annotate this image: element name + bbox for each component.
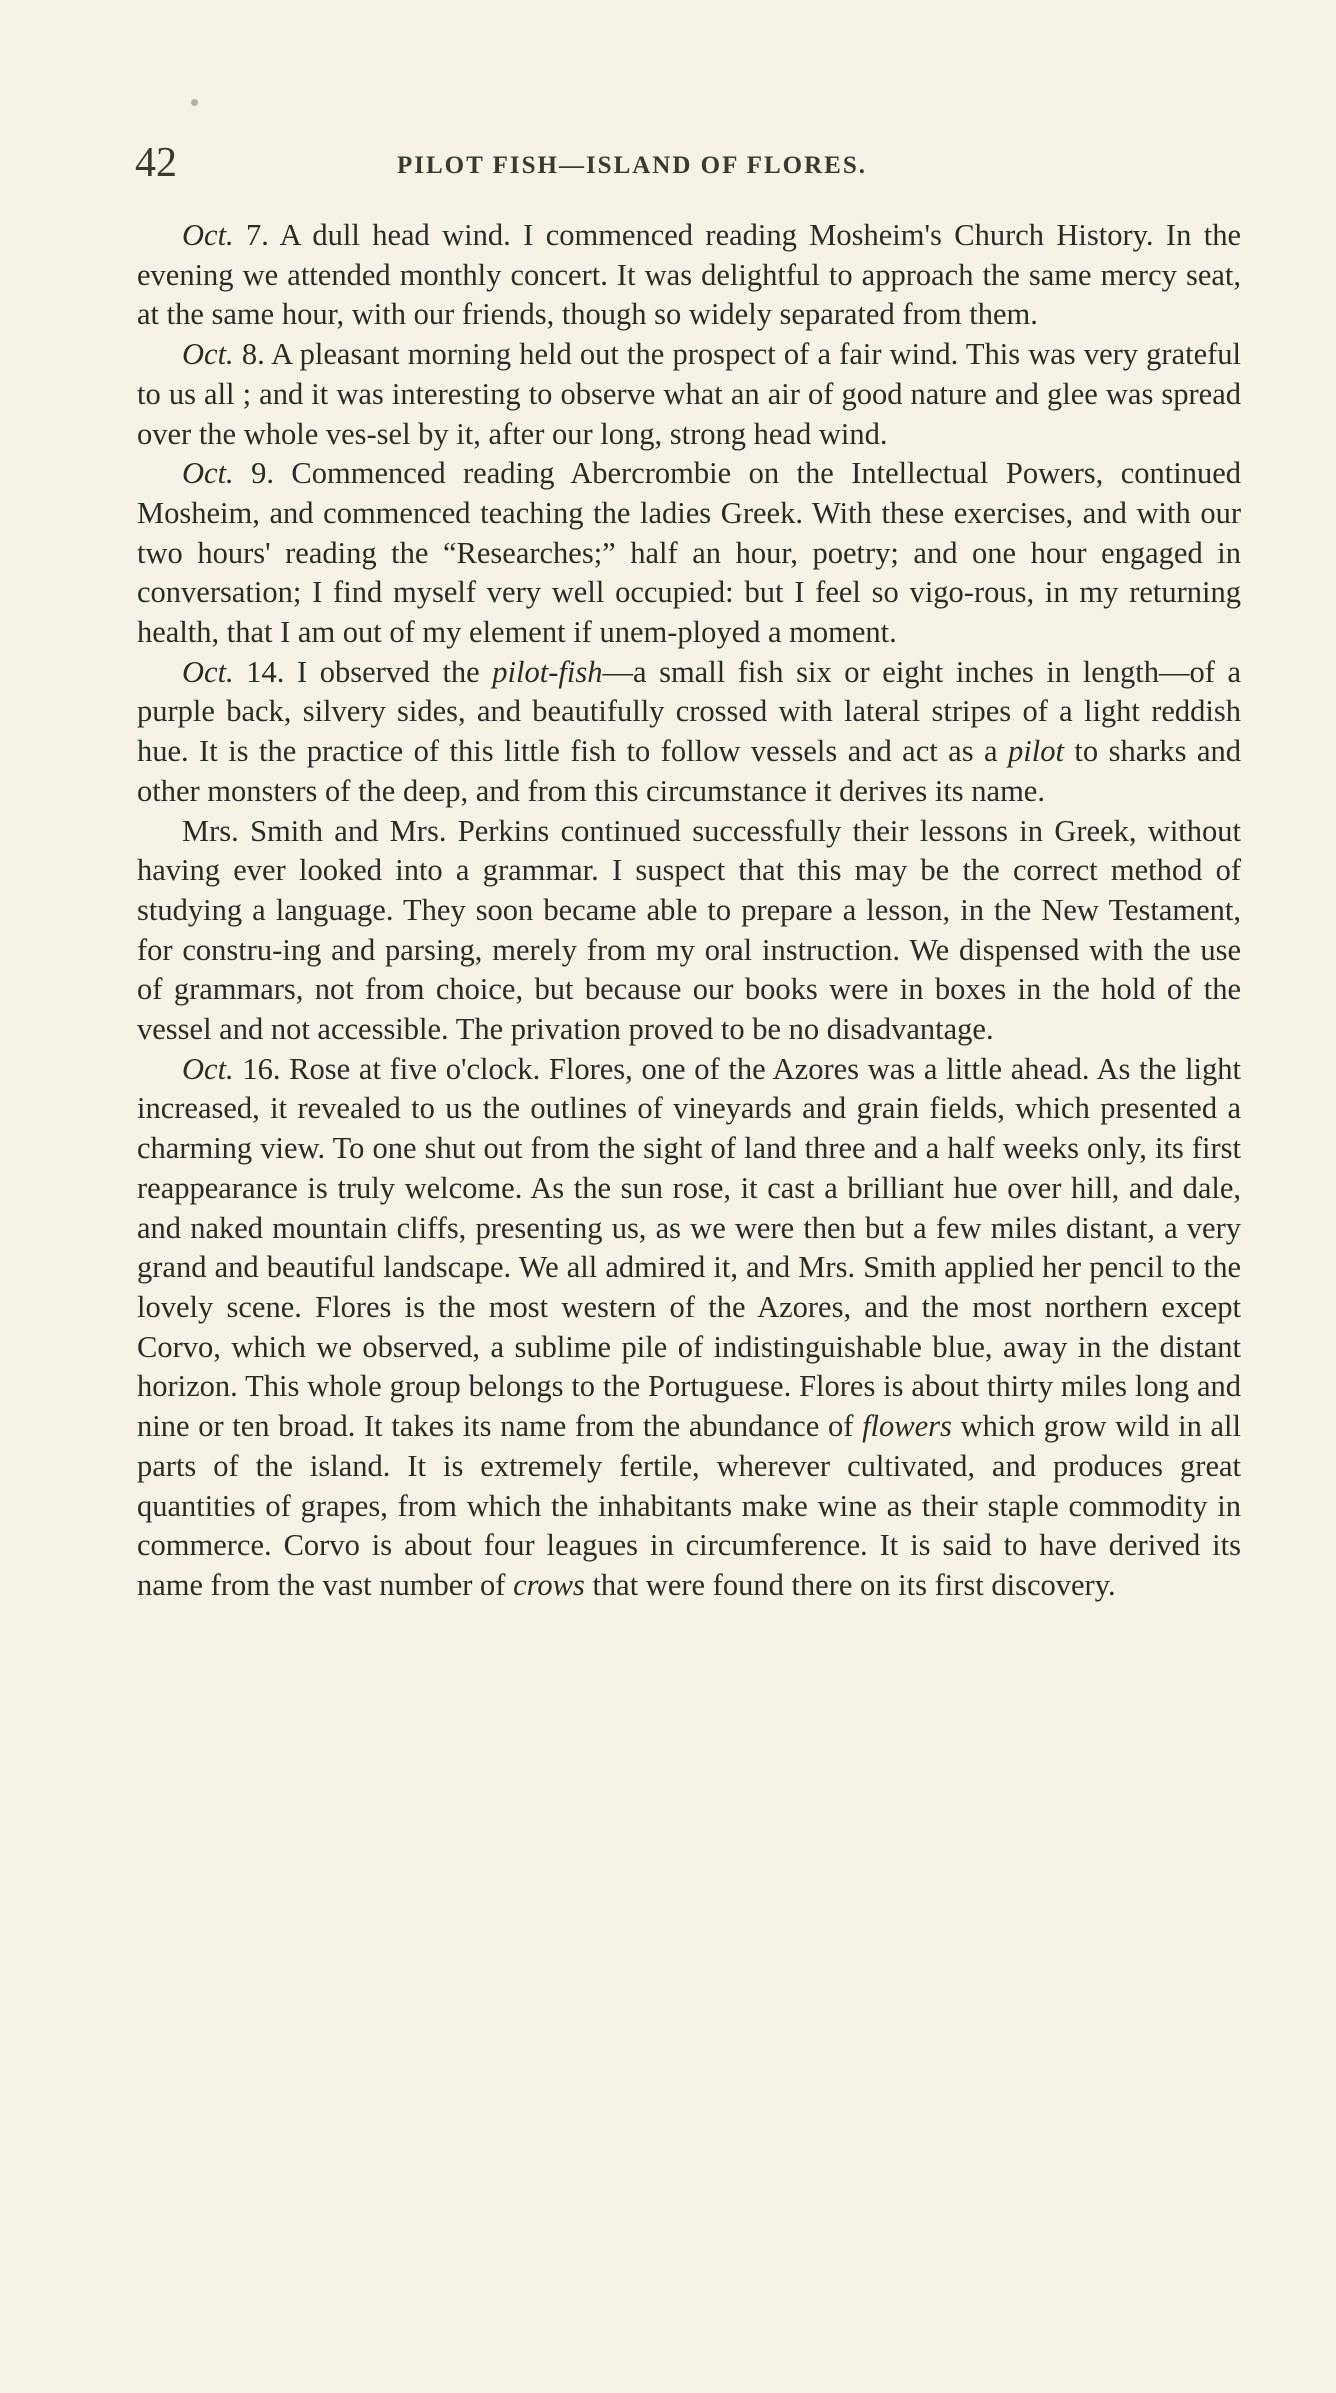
- text-run: Mrs. Smith and Mrs. Perkins continued successfully their lessons in Greek, without having ever looked into a grammar. I suspect that this may be the correct method of studying a language. They soon became able to prepare a lesson, in the New Testament, for constru-ing and parsing, merely from my oral instruction. We dispensed with the use of grammars, not from choice, but because our books were in boxes in the hold of the vessel and not accessible. The privation proved to be no disadvantage.: [137, 813, 1241, 1047]
- text-run: 9. Commenced reading Abercrombie on the Intellectual Powers, continued Mosheim, and commenced teaching the ladies Greek. With these exercises, and with our two hours' reading the “Researches;” half an hour, poetry; and one hour engaged in conversation; I find myself very well occupied: but I feel so vigo-rous, in my returning health, that I am out of my element if unem-ployed a moment.: [137, 456, 1241, 650]
- text-run: that were found there on its first discovery.: [584, 1567, 1116, 1602]
- text-run: 14. I observed the: [233, 654, 493, 689]
- paragraph: [137, 812, 1241, 1050]
- date-lead: Oct.: [182, 218, 234, 252]
- paragraph: [137, 454, 1241, 653]
- italic-term: crows: [513, 1567, 585, 1602]
- date-lead: Oct.: [182, 654, 234, 689]
- paper-speck: [191, 99, 198, 106]
- page-header: [135, 138, 1245, 188]
- text-run: which grow wild in all parts of the island. It is extremely fertile, wherever cultivated, and produces great quantities of grapes, from which the inhabitants make wine as their staple commodity in commerce. Corvo is about four leagues in circumference. It is said to have derived its name from the vast number of: [137, 1409, 1241, 1602]
- text-run: —a small fish six or eight inches in length—of a purple back, silvery sides, and beautifully crossed with lateral stripes of a light reddish hue. It is the practice of this little fish to follow vessels and act as a: [137, 654, 1241, 769]
- text-run: 16. Rose at five o'clock. Flores, one of the Azores was a little ahead. As the light increased, it revealed to us the outlines of vineyards and grain fields, which presented a charming view. To one shut out from the sight of land three and a half weeks only, its first reappearance is truly welcome. As the sun rose, it cast a brilliant hue over hill, and dale, and naked mountain cliffs, presenting us, as we were then but a few miles distant, a very grand and beautiful landscape. We all admired it, and Mrs. Smith applied her pencil to the lovely scene. Flores is the most western of the Azores, and the most northern except Corvo, which we observed, a sublime pile of indistinguishable blue, away in the distant horizon. This whole group belongs to the Portuguese. Flores is about thirty miles long and nine or ten broad. It takes its name from the abundance of: [137, 1051, 1241, 1444]
- text-run: 8. A pleasant morning held out the prospect of a fair wind. This was very grateful to us all ; and it was interesting to observe what an air of good nature and glee was spread over the whole ves-sel by it, after our long, strong head wind.: [137, 337, 1241, 451]
- running-head: PILOT FISH—ISLAND OF FLORES.: [397, 152, 867, 179]
- text-run: 7. A dull head wind. I commenced reading Mosheim's Church History. In the evening we attended monthly concert. It was delightful to approach the same mercy seat, at the same hour, with our friends, though so widely separated from them.: [137, 218, 1241, 332]
- paragraph: [137, 653, 1241, 812]
- date-lead: Oct.: [182, 337, 234, 372]
- paragraph: [137, 216, 1241, 335]
- page-number: 42: [135, 140, 177, 186]
- body-text: [137, 216, 1241, 1606]
- paragraph: [137, 1050, 1241, 1606]
- date-lead: Oct.: [182, 456, 234, 491]
- date-lead: Oct.: [182, 1051, 234, 1086]
- text-run: to sharks and other monsters of the deep, and from this circumstance it derives its name.: [137, 734, 1241, 808]
- italic-term: pilot: [1008, 734, 1064, 769]
- italic-term: pilot-fish: [492, 654, 603, 689]
- italic-term: flowers: [862, 1409, 952, 1444]
- paragraph: [137, 335, 1241, 454]
